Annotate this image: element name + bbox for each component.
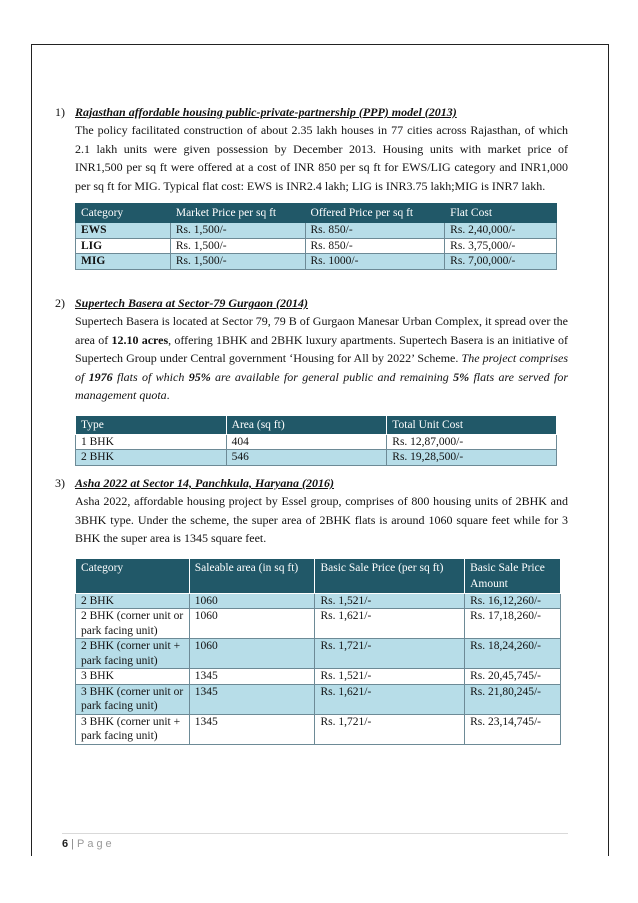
table-cell: 3 BHK (corner unit + park facing unit) [76,714,190,744]
table-row [76,254,557,270]
table-cell: Rs. 1000/- [305,254,445,270]
table-cell: Rs. 21,80,245/- [465,684,561,714]
table-cell: Rs. 7,00,000/- [445,254,557,270]
text-run: . [166,388,170,402]
table-cell: Rs. 19,28,500/- [387,450,557,466]
text-run-bold-italic: 5% [453,369,470,384]
section-paragraph [75,312,568,405]
column-header: Category [76,558,190,593]
text-run-italic: are available for general public and remaining [210,369,454,384]
unit-cost-table [75,415,557,466]
table-cell: Rs. 3,75,000/- [445,238,557,254]
table-cell: 1060 [189,639,315,669]
text-run: , offering 1BHK and 2BHK luxury apartments. Supertech Basera is an initiative of Supertech Group under Central government ‘Housing for All by 2022’ Scheme. [75,332,568,365]
text-run-italic: flats are served for management quota [75,369,568,402]
section-heading [55,103,568,121]
page-footer [62,833,568,850]
text-run-bold-italic: 1976 [88,369,113,384]
table-cell: Rs. 17,18,260/- [465,609,561,639]
table-cell: Rs. 1,621/- [315,609,465,639]
table-row [76,450,557,466]
table-row [76,223,557,239]
sale-price-table [75,558,561,745]
section-title: Asha 2022 at Sector 14, Panchkula, Haryana (2016) [75,476,335,490]
table-cell: Rs. 12,87,000/- [387,434,557,450]
column-header: Category [76,204,171,223]
table-cell: 1060 [189,593,315,609]
table-cell: Rs. 20,45,745/- [465,669,561,685]
table-cell: Rs. 1,500/- [170,238,305,254]
section-rajasthan [55,103,568,270]
table-cell: Rs. 16,12,260/- [465,593,561,609]
column-header: Market Price per sq ft [170,204,305,223]
section-paragraph: The policy facilitated construction of about 2.35 lakh houses in 77 cities across Rajasthan, of which 2.1 lakh units were given possession by December 2013. Housing units with market price of INR1,500 per sq ft were offered at a cost of INR 850 per sq ft for EWS/LIG category and INR1,000 per sq ft for MIG. Typical flat cost: EWS is INR2.4 lakh; LIG is INR3.75 lakh;MIG is INR7 lakh. [75,123,568,193]
column-header: Type [76,415,227,434]
page-label: Page [76,838,115,850]
flat-cost-table [75,203,557,270]
section-title: Supertech Basera at Sector-79 Gurgaon (2014) [75,296,309,310]
table-cell: Rs. 1,621/- [315,684,465,714]
section-asha [55,474,568,745]
table-row [76,434,557,450]
table-cell: Rs. 1,521/- [315,593,465,609]
footer-separator: | [71,838,74,850]
section-supertech [55,294,568,466]
table-cell: 3 BHK [76,669,190,685]
table-cell: Rs. 850/- [305,223,445,239]
table-cell: 1 BHK [76,434,227,450]
table-cell: Rs. 2,40,000/- [445,223,557,239]
table-cell: 3 BHK (corner unit or park facing unit) [76,684,190,714]
table-cell: 1345 [189,669,315,685]
text-run-bold: 12.10 acres [111,332,169,347]
section-title: Rajasthan affordable housing public-private-partnership (PPP) model (2013) [75,105,457,119]
table-cell: LIG [76,238,171,254]
section-number: 2) [55,296,65,310]
table-cell: Rs. 23,14,745/- [465,714,561,744]
text-run-italic: The project comprises of [75,351,568,384]
table-cell: 2 BHK (corner unit or park facing unit) [76,609,190,639]
table-row [76,714,561,744]
table-cell: 2 BHK [76,593,190,609]
table-cell: 2 BHK [76,450,227,466]
page-number: 6 [62,838,69,850]
table-row [76,684,561,714]
table-cell: EWS [76,223,171,239]
table-row [76,593,561,609]
table-row [76,669,561,685]
table-cell: 546 [226,450,387,466]
table-cell: Rs. 1,500/- [170,223,305,239]
table-cell: Rs. 18,24,260/- [465,639,561,669]
column-header: Offered Price per sq ft [305,204,445,223]
table-cell: Rs. 1,500/- [170,254,305,270]
table-row [76,639,561,669]
table-cell: MIG [76,254,171,270]
table-row [76,609,561,639]
column-header: Area (sq ft) [226,415,387,434]
text-run: Supertech Basera is located at Sector 79, 79 B of Gurgaon Manesar Urban Complex, it spread over the area of [75,314,568,347]
table-row [76,238,557,254]
column-header: Saleable area (in sq ft) [189,558,315,593]
text-run-bold-italic: 95% [188,369,211,384]
section-number: 3) [55,476,65,490]
section-heading [55,474,568,492]
table-cell: 1345 [189,684,315,714]
column-header: Basic Sale Price (per sq ft) [315,558,465,593]
table-cell: 1060 [189,609,315,639]
section-heading [55,294,568,312]
text-run-italic: flats of which [112,369,189,384]
table-cell: 404 [226,434,387,450]
table-cell: 2 BHK (corner unit + park facing unit) [76,639,190,669]
table-cell: Rs. 1,721/- [315,714,465,744]
column-header: Basic Sale Price Amount [465,558,561,593]
table-cell: Rs. 1,721/- [315,639,465,669]
section-number: 1) [55,105,65,119]
table-cell: Rs. 1,521/- [315,669,465,685]
column-header: Flat Cost [445,204,557,223]
section-paragraph: Asha 2022, affordable housing project by Essel group, comprises of 800 housing units of 2BHK and 3BHK type. Under the scheme, the super area of 2BHK flats is around 1060 square feet while for 3 BHK the super area is 1345 square feet. [75,494,568,545]
table-cell: 1345 [189,714,315,744]
column-header: Total Unit Cost [387,415,557,434]
table-cell: Rs. 850/- [305,238,445,254]
